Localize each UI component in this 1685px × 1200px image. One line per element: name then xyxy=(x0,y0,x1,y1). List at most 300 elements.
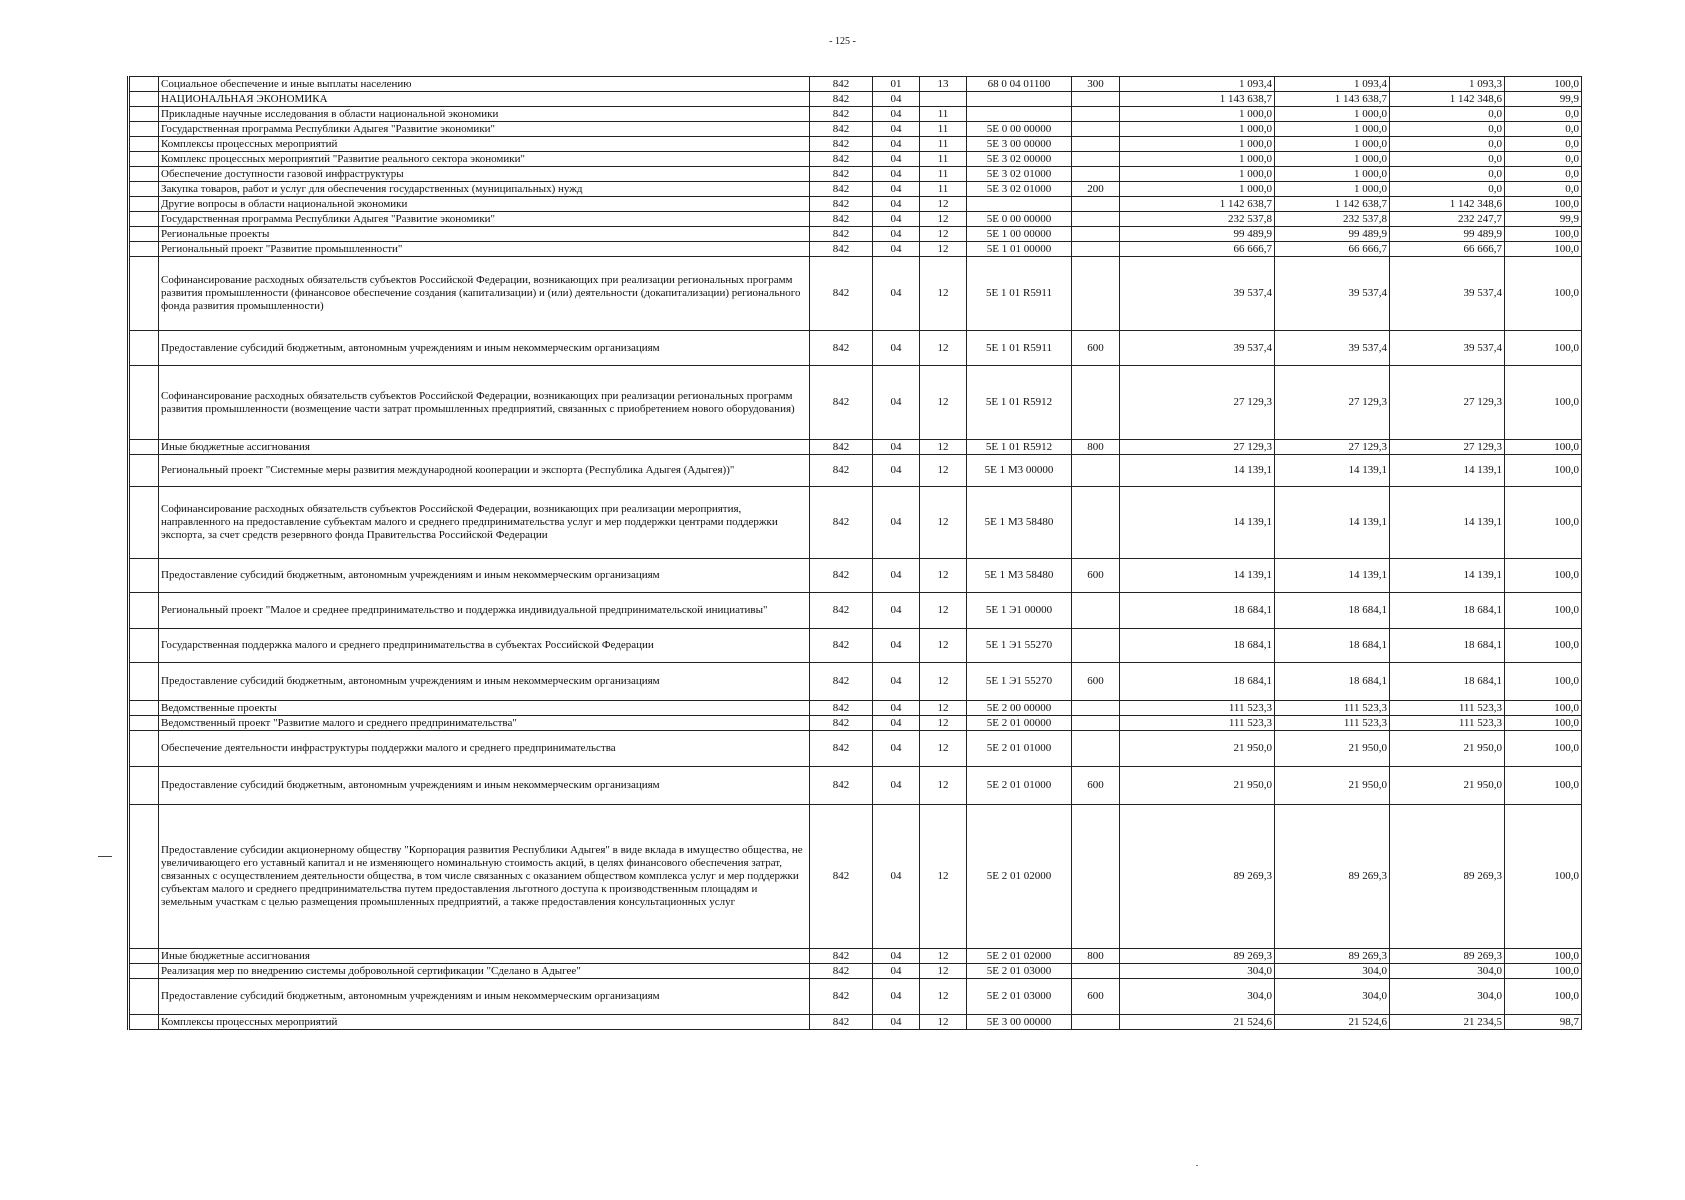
table-body xyxy=(129,77,1582,1030)
row-expense-type-code xyxy=(1072,731,1120,767)
row-marker-cell xyxy=(129,257,159,331)
row-budget-list-amount: 304,0 xyxy=(1275,964,1390,979)
row-target-article-code: 5Е 1 М3 00000 xyxy=(967,455,1072,487)
row-section-code: 04 xyxy=(873,92,920,107)
row-executed-amount: 14 139,1 xyxy=(1390,455,1505,487)
row-section-code: 04 xyxy=(873,663,920,701)
row-budget-list-amount: 1 000,0 xyxy=(1275,152,1390,167)
row-budget-list-amount: 1 000,0 xyxy=(1275,107,1390,122)
row-grbs-code: 842 xyxy=(810,949,873,964)
row-budget-list-amount: 89 269,3 xyxy=(1275,949,1390,964)
row-approved-amount: 14 139,1 xyxy=(1120,487,1275,559)
row-executed-amount: 304,0 xyxy=(1390,964,1505,979)
row-budget-list-amount: 14 139,1 xyxy=(1275,487,1390,559)
row-approved-amount: 1 000,0 xyxy=(1120,137,1275,152)
row-target-article-code: 5Е 2 01 02000 xyxy=(967,949,1072,964)
row-grbs-code: 842 xyxy=(810,593,873,629)
row-approved-amount: 39 537,4 xyxy=(1120,331,1275,366)
row-grbs-code: 842 xyxy=(810,167,873,182)
row-grbs-code: 842 xyxy=(810,242,873,257)
row-budget-list-amount: 21 950,0 xyxy=(1275,731,1390,767)
row-name: Социальное обеспечение и иные выплаты населению xyxy=(159,77,810,92)
row-subsection-code: 12 xyxy=(920,979,967,1015)
table-row xyxy=(129,805,1582,949)
row-section-code: 01 xyxy=(873,77,920,92)
row-approved-amount: 304,0 xyxy=(1120,964,1275,979)
row-name: Предоставление субсидий бюджетным, автономным учреждениям и иным некоммерческим организациям xyxy=(159,663,810,701)
row-execution-percent: 100,0 xyxy=(1505,663,1582,701)
row-name: Закупка товаров, работ и услуг для обеспечения государственных (муниципальных) нужд xyxy=(159,182,810,197)
table-row xyxy=(129,767,1582,805)
row-expense-type-code xyxy=(1072,227,1120,242)
row-execution-percent: 100,0 xyxy=(1505,716,1582,731)
scan-speck xyxy=(1196,1165,1198,1166)
row-executed-amount: 18 684,1 xyxy=(1390,663,1505,701)
row-subsection-code: 12 xyxy=(920,212,967,227)
row-target-article-code: 5Е 2 01 02000 xyxy=(967,805,1072,949)
row-section-code: 04 xyxy=(873,366,920,440)
row-execution-percent: 100,0 xyxy=(1505,440,1582,455)
row-section-code: 04 xyxy=(873,731,920,767)
row-approved-amount: 21 950,0 xyxy=(1120,767,1275,805)
row-executed-amount: 111 523,3 xyxy=(1390,716,1505,731)
row-marker-cell xyxy=(129,212,159,227)
row-section-code: 04 xyxy=(873,107,920,122)
row-name: Государственная поддержка малого и среднего предпринимательства в субъектах Российской Федерации xyxy=(159,629,810,663)
row-name: Предоставление субсидий бюджетным, автономным учреждениям и иным некоммерческим организациям xyxy=(159,979,810,1015)
row-expense-type-code: 800 xyxy=(1072,440,1120,455)
row-target-article-code: 5Е 1 00 00000 xyxy=(967,227,1072,242)
row-grbs-code: 842 xyxy=(810,805,873,949)
row-section-code: 04 xyxy=(873,767,920,805)
row-section-code: 04 xyxy=(873,167,920,182)
table-row xyxy=(129,331,1582,366)
row-name: НАЦИОНАЛЬНАЯ ЭКОНОМИКА xyxy=(159,92,810,107)
row-expense-type-code xyxy=(1072,197,1120,212)
row-marker-cell xyxy=(129,716,159,731)
row-subsection-code: 11 xyxy=(920,152,967,167)
row-name: Обеспечение доступности газовой инфраструктуры xyxy=(159,167,810,182)
row-section-code: 04 xyxy=(873,212,920,227)
row-grbs-code: 842 xyxy=(810,455,873,487)
row-grbs-code: 842 xyxy=(810,1015,873,1030)
row-approved-amount: 99 489,9 xyxy=(1120,227,1275,242)
row-approved-amount: 111 523,3 xyxy=(1120,716,1275,731)
row-grbs-code: 842 xyxy=(810,767,873,805)
row-approved-amount: 89 269,3 xyxy=(1120,949,1275,964)
row-expense-type-code xyxy=(1072,1015,1120,1030)
row-target-article-code: 5Е 1 01 00000 xyxy=(967,242,1072,257)
row-subsection-code: 12 xyxy=(920,440,967,455)
row-target-article-code: 5Е 1 М3 58480 xyxy=(967,487,1072,559)
table-row xyxy=(129,212,1582,227)
row-grbs-code: 842 xyxy=(810,197,873,212)
row-target-article-code: 5Е 1 Э1 00000 xyxy=(967,593,1072,629)
row-grbs-code: 842 xyxy=(810,107,873,122)
row-marker-cell xyxy=(129,122,159,137)
row-name: Прикладные научные исследования в области национальной экономики xyxy=(159,107,810,122)
row-approved-amount: 27 129,3 xyxy=(1120,440,1275,455)
row-executed-amount: 304,0 xyxy=(1390,979,1505,1015)
row-grbs-code: 842 xyxy=(810,122,873,137)
row-marker-cell xyxy=(129,227,159,242)
row-grbs-code: 842 xyxy=(810,979,873,1015)
row-budget-list-amount: 99 489,9 xyxy=(1275,227,1390,242)
row-section-code: 04 xyxy=(873,137,920,152)
row-approved-amount: 1 000,0 xyxy=(1120,122,1275,137)
row-grbs-code: 842 xyxy=(810,92,873,107)
row-marker-cell xyxy=(129,559,159,593)
row-expense-type-code: 600 xyxy=(1072,559,1120,593)
row-budget-list-amount: 1 093,4 xyxy=(1275,77,1390,92)
row-subsection-code: 12 xyxy=(920,242,967,257)
row-execution-percent: 100,0 xyxy=(1505,242,1582,257)
row-subsection-code: 12 xyxy=(920,487,967,559)
row-budget-list-amount: 14 139,1 xyxy=(1275,455,1390,487)
row-grbs-code: 842 xyxy=(810,629,873,663)
row-name: Софинансирование расходных обязательств субъектов Российской Федерации, возникающих при реализации мероприятия, направленного на предоставление субъектам малого и среднего предпринимательства услуг и мер поддержки центрами поддержки экспорта, за счет средств резервного фонда Правительства Российской Федерации xyxy=(159,487,810,559)
row-marker-cell xyxy=(129,440,159,455)
row-section-code: 04 xyxy=(873,964,920,979)
row-grbs-code: 842 xyxy=(810,716,873,731)
row-name: Комплексы процессных мероприятий xyxy=(159,137,810,152)
row-approved-amount: 304,0 xyxy=(1120,979,1275,1015)
row-target-article-code: 5Е 1 Э1 55270 xyxy=(967,629,1072,663)
row-budget-list-amount: 232 537,8 xyxy=(1275,212,1390,227)
row-section-code: 04 xyxy=(873,257,920,331)
row-approved-amount: 21 950,0 xyxy=(1120,731,1275,767)
row-grbs-code: 842 xyxy=(810,137,873,152)
row-subsection-code: 12 xyxy=(920,455,967,487)
row-expense-type-code xyxy=(1072,152,1120,167)
row-approved-amount: 18 684,1 xyxy=(1120,629,1275,663)
row-subsection-code: 12 xyxy=(920,805,967,949)
row-executed-amount: 0,0 xyxy=(1390,167,1505,182)
row-expense-type-code xyxy=(1072,964,1120,979)
row-approved-amount: 18 684,1 xyxy=(1120,663,1275,701)
row-executed-amount: 111 523,3 xyxy=(1390,701,1505,716)
row-grbs-code: 842 xyxy=(810,366,873,440)
row-expense-type-code xyxy=(1072,805,1120,949)
table-row xyxy=(129,629,1582,663)
row-approved-amount: 39 537,4 xyxy=(1120,257,1275,331)
row-executed-amount: 0,0 xyxy=(1390,152,1505,167)
row-target-article-code: 5Е 3 02 01000 xyxy=(967,167,1072,182)
table-row xyxy=(129,137,1582,152)
row-approved-amount: 232 537,8 xyxy=(1120,212,1275,227)
row-marker-cell xyxy=(129,455,159,487)
row-grbs-code: 842 xyxy=(810,440,873,455)
row-target-article-code: 68 0 04 01100 xyxy=(967,77,1072,92)
row-target-article-code: 5Е 3 00 00000 xyxy=(967,137,1072,152)
row-executed-amount: 1 142 348,6 xyxy=(1390,197,1505,212)
row-section-code: 04 xyxy=(873,805,920,949)
row-grbs-code: 842 xyxy=(810,77,873,92)
row-expense-type-code: 600 xyxy=(1072,767,1120,805)
row-execution-percent: 100,0 xyxy=(1505,366,1582,440)
row-subsection-code: 12 xyxy=(920,767,967,805)
row-execution-percent: 0,0 xyxy=(1505,167,1582,182)
table-row xyxy=(129,182,1582,197)
row-budget-list-amount: 18 684,1 xyxy=(1275,663,1390,701)
row-budget-list-amount: 14 139,1 xyxy=(1275,559,1390,593)
row-target-article-code: 5Е 0 00 00000 xyxy=(967,122,1072,137)
row-execution-percent: 100,0 xyxy=(1505,77,1582,92)
row-section-code: 04 xyxy=(873,1015,920,1030)
row-section-code: 04 xyxy=(873,455,920,487)
row-approved-amount: 21 524,6 xyxy=(1120,1015,1275,1030)
row-budget-list-amount: 1 000,0 xyxy=(1275,182,1390,197)
row-grbs-code: 842 xyxy=(810,487,873,559)
row-target-article-code: 5Е 0 00 00000 xyxy=(967,212,1072,227)
row-approved-amount: 14 139,1 xyxy=(1120,559,1275,593)
row-executed-amount: 18 684,1 xyxy=(1390,593,1505,629)
row-executed-amount: 66 666,7 xyxy=(1390,242,1505,257)
row-marker-cell xyxy=(129,663,159,701)
row-marker-cell xyxy=(129,731,159,767)
row-execution-percent: 100,0 xyxy=(1505,964,1582,979)
row-section-code: 04 xyxy=(873,197,920,212)
row-section-code: 04 xyxy=(873,487,920,559)
row-executed-amount: 21 950,0 xyxy=(1390,731,1505,767)
row-name: Комплекс процессных мероприятий "Развитие реального сектора экономики" xyxy=(159,152,810,167)
row-executed-amount: 14 139,1 xyxy=(1390,559,1505,593)
row-budget-list-amount: 18 684,1 xyxy=(1275,629,1390,663)
row-grbs-code: 842 xyxy=(810,212,873,227)
row-executed-amount: 99 489,9 xyxy=(1390,227,1505,242)
row-budget-list-amount: 111 523,3 xyxy=(1275,701,1390,716)
margin-mark xyxy=(98,856,112,857)
row-expense-type-code xyxy=(1072,701,1120,716)
row-expense-type-code xyxy=(1072,137,1120,152)
row-name: Иные бюджетные ассигнования xyxy=(159,440,810,455)
table-row xyxy=(129,731,1582,767)
row-section-code: 04 xyxy=(873,182,920,197)
row-target-article-code: 5Е 3 02 00000 xyxy=(967,152,1072,167)
row-expense-type-code: 600 xyxy=(1072,979,1120,1015)
row-marker-cell xyxy=(129,77,159,92)
row-marker-cell xyxy=(129,152,159,167)
row-execution-percent: 99,9 xyxy=(1505,212,1582,227)
row-execution-percent: 100,0 xyxy=(1505,805,1582,949)
row-subsection-code: 11 xyxy=(920,167,967,182)
row-subsection-code: 12 xyxy=(920,559,967,593)
row-subsection-code: 12 xyxy=(920,257,967,331)
row-grbs-code: 842 xyxy=(810,731,873,767)
row-name: Ведомственный проект "Развитие малого и среднего предпринимательства" xyxy=(159,716,810,731)
table-row xyxy=(129,152,1582,167)
table-row xyxy=(129,77,1582,92)
row-marker-cell xyxy=(129,949,159,964)
row-approved-amount: 14 139,1 xyxy=(1120,455,1275,487)
row-target-article-code: 5Е 1 01 R5911 xyxy=(967,331,1072,366)
row-grbs-code: 842 xyxy=(810,663,873,701)
row-subsection-code: 12 xyxy=(920,663,967,701)
row-approved-amount: 1 000,0 xyxy=(1120,182,1275,197)
row-expense-type-code: 800 xyxy=(1072,949,1120,964)
row-approved-amount: 1 142 638,7 xyxy=(1120,197,1275,212)
row-target-article-code xyxy=(967,197,1072,212)
row-budget-list-amount: 66 666,7 xyxy=(1275,242,1390,257)
row-subsection-code: 12 xyxy=(920,331,967,366)
table-row xyxy=(129,227,1582,242)
row-expense-type-code xyxy=(1072,167,1120,182)
row-execution-percent: 100,0 xyxy=(1505,979,1582,1015)
row-name: Обеспечение деятельности инфраструктуры поддержки малого и среднего предпринимательства xyxy=(159,731,810,767)
row-expense-type-code xyxy=(1072,487,1120,559)
row-execution-percent: 100,0 xyxy=(1505,593,1582,629)
table-row xyxy=(129,107,1582,122)
row-budget-list-amount: 39 537,4 xyxy=(1275,257,1390,331)
row-budget-list-amount: 21 524,6 xyxy=(1275,1015,1390,1030)
row-marker-cell xyxy=(129,487,159,559)
row-marker-cell xyxy=(129,366,159,440)
table-row xyxy=(129,559,1582,593)
row-execution-percent: 100,0 xyxy=(1505,455,1582,487)
row-target-article-code: 5Е 3 02 01000 xyxy=(967,182,1072,197)
row-execution-percent: 100,0 xyxy=(1505,197,1582,212)
row-subsection-code: 11 xyxy=(920,182,967,197)
row-name: Реализация мер по внедрению системы добровольной сертификации "Сделано в Адыгее" xyxy=(159,964,810,979)
row-marker-cell xyxy=(129,197,159,212)
row-target-article-code xyxy=(967,92,1072,107)
row-marker-cell xyxy=(129,979,159,1015)
row-target-article-code: 5Е 3 00 00000 xyxy=(967,1015,1072,1030)
row-approved-amount: 111 523,3 xyxy=(1120,701,1275,716)
row-budget-list-amount: 1 000,0 xyxy=(1275,137,1390,152)
row-grbs-code: 842 xyxy=(810,701,873,716)
row-name: Софинансирование расходных обязательств субъектов Российской Федерации, возникающих при реализации региональных программ развития промышленности (финансовое обеспечение создания (капитализации) и (или) деятельности (докапитализации) регионального фонда развития промышленности) xyxy=(159,257,810,331)
row-executed-amount: 27 129,3 xyxy=(1390,440,1505,455)
row-section-code: 04 xyxy=(873,242,920,257)
table-row xyxy=(129,487,1582,559)
row-execution-percent: 98,7 xyxy=(1505,1015,1582,1030)
row-section-code: 04 xyxy=(873,122,920,137)
row-target-article-code: 5Е 1 01 R5912 xyxy=(967,440,1072,455)
row-execution-percent: 100,0 xyxy=(1505,487,1582,559)
row-execution-percent: 0,0 xyxy=(1505,137,1582,152)
row-execution-percent: 100,0 xyxy=(1505,227,1582,242)
row-execution-percent: 100,0 xyxy=(1505,257,1582,331)
row-execution-percent: 100,0 xyxy=(1505,559,1582,593)
row-budget-list-amount: 21 950,0 xyxy=(1275,767,1390,805)
row-name: Комплексы процессных мероприятий xyxy=(159,1015,810,1030)
row-target-article-code: 5Е 1 01 R5911 xyxy=(967,257,1072,331)
row-grbs-code: 842 xyxy=(810,559,873,593)
row-section-code: 04 xyxy=(873,716,920,731)
row-name: Предоставление субсидии акционерному обществу "Корпорация развития Республики Адыгея" в виде вклада в имущество общества, не увеличивающего его уставный капитал и не изменяющего номинальную стоимость акций, в целях финансового обеспечения затрат, связанных с осуществлением деятельности общества, в том числе связанных с оказанием обществом комплекса услуг и мер поддержки субъектам малого и среднего предпринимательства путем предоставления льготного доступа к производственным площадям и земельным участкам с целью размещения промышленных предприятий, а также предоставления консультационных услуг xyxy=(159,805,810,949)
row-expense-type-code xyxy=(1072,107,1120,122)
table-row xyxy=(129,455,1582,487)
row-execution-percent: 100,0 xyxy=(1505,331,1582,366)
row-name: Государственная программа Республики Адыгея "Развитие экономики" xyxy=(159,122,810,137)
row-budget-list-amount: 304,0 xyxy=(1275,979,1390,1015)
table-row xyxy=(129,167,1582,182)
row-expense-type-code xyxy=(1072,242,1120,257)
row-grbs-code: 842 xyxy=(810,227,873,242)
row-execution-percent: 0,0 xyxy=(1505,107,1582,122)
row-name: Ведомственные проекты xyxy=(159,701,810,716)
row-expense-type-code: 300 xyxy=(1072,77,1120,92)
row-expense-type-code: 600 xyxy=(1072,663,1120,701)
row-marker-cell xyxy=(129,167,159,182)
row-target-article-code: 5Е 2 01 03000 xyxy=(967,964,1072,979)
row-marker-cell xyxy=(129,964,159,979)
row-subsection-code: 12 xyxy=(920,731,967,767)
row-subsection-code: 12 xyxy=(920,1015,967,1030)
row-name: Региональные проекты xyxy=(159,227,810,242)
row-expense-type-code: 600 xyxy=(1072,331,1120,366)
row-budget-list-amount: 27 129,3 xyxy=(1275,366,1390,440)
table-row xyxy=(129,257,1582,331)
row-marker-cell xyxy=(129,242,159,257)
table-row xyxy=(129,122,1582,137)
row-executed-amount: 0,0 xyxy=(1390,122,1505,137)
row-section-code: 04 xyxy=(873,629,920,663)
row-name: Региональный проект "Системные меры развития международной кооперации и экспорта (Республика Адыгея (Адыгея))" xyxy=(159,455,810,487)
row-target-article-code: 5Е 2 01 00000 xyxy=(967,716,1072,731)
row-name: Софинансирование расходных обязательств субъектов Российской Федерации, возникающих при реализации региональных программ развития промышленности (возмещение части затрат промышленных предприятий, связанных с приобретением нового оборудования) xyxy=(159,366,810,440)
row-target-article-code: 5Е 2 01 01000 xyxy=(967,767,1072,805)
row-marker-cell xyxy=(129,331,159,366)
row-approved-amount: 1 000,0 xyxy=(1120,167,1275,182)
row-target-article-code: 5Е 1 М3 58480 xyxy=(967,559,1072,593)
row-name: Предоставление субсидий бюджетным, автономным учреждениям и иным некоммерческим организациям xyxy=(159,559,810,593)
row-expense-type-code xyxy=(1072,593,1120,629)
row-name: Иные бюджетные ассигнования xyxy=(159,949,810,964)
row-approved-amount: 66 666,7 xyxy=(1120,242,1275,257)
row-expense-type-code xyxy=(1072,716,1120,731)
budget-table xyxy=(127,76,1582,1030)
row-executed-amount: 0,0 xyxy=(1390,182,1505,197)
row-section-code: 04 xyxy=(873,593,920,629)
row-section-code: 04 xyxy=(873,949,920,964)
row-grbs-code: 842 xyxy=(810,331,873,366)
row-executed-amount: 89 269,3 xyxy=(1390,949,1505,964)
row-executed-amount: 39 537,4 xyxy=(1390,257,1505,331)
row-target-article-code: 5Е 2 00 00000 xyxy=(967,701,1072,716)
table-row xyxy=(129,366,1582,440)
row-executed-amount: 14 139,1 xyxy=(1390,487,1505,559)
row-expense-type-code: 200 xyxy=(1072,182,1120,197)
row-subsection-code: 11 xyxy=(920,137,967,152)
row-execution-percent: 100,0 xyxy=(1505,731,1582,767)
row-grbs-code: 842 xyxy=(810,152,873,167)
row-execution-percent: 0,0 xyxy=(1505,182,1582,197)
row-budget-list-amount: 111 523,3 xyxy=(1275,716,1390,731)
row-subsection-code: 12 xyxy=(920,227,967,242)
row-executed-amount: 27 129,3 xyxy=(1390,366,1505,440)
row-expense-type-code xyxy=(1072,212,1120,227)
table-row xyxy=(129,663,1582,701)
row-approved-amount: 18 684,1 xyxy=(1120,593,1275,629)
table-row xyxy=(129,1015,1582,1030)
table-row xyxy=(129,716,1582,731)
row-section-code: 04 xyxy=(873,701,920,716)
table-row xyxy=(129,964,1582,979)
row-executed-amount: 18 684,1 xyxy=(1390,629,1505,663)
row-execution-percent: 100,0 xyxy=(1505,767,1582,805)
row-subsection-code: 12 xyxy=(920,593,967,629)
row-budget-list-amount: 89 269,3 xyxy=(1275,805,1390,949)
row-executed-amount: 39 537,4 xyxy=(1390,331,1505,366)
row-executed-amount: 21 950,0 xyxy=(1390,767,1505,805)
row-target-article-code xyxy=(967,107,1072,122)
row-marker-cell xyxy=(129,701,159,716)
row-name: Региональный проект "Развитие промышленности" xyxy=(159,242,810,257)
row-target-article-code: 5Е 2 01 03000 xyxy=(967,979,1072,1015)
row-subsection-code: 12 xyxy=(920,964,967,979)
